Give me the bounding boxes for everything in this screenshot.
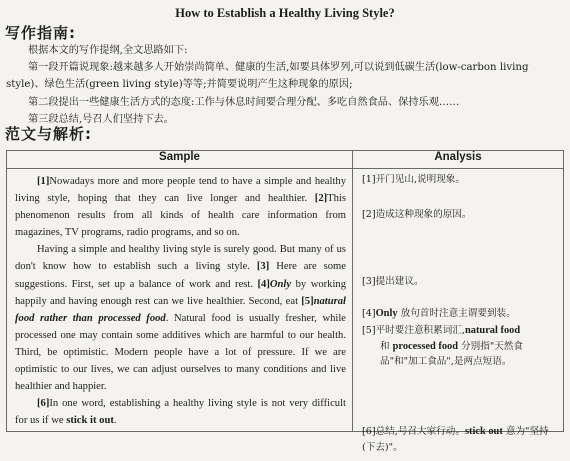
analysis-note-5-cont bbox=[362, 339, 558, 370]
sample-text: . bbox=[113, 415, 117, 427]
marker-5: [5] bbox=[301, 295, 314, 307]
analysis-cell bbox=[353, 169, 564, 453]
guide-line: 第二段提出一些健康生活方式的态度:工作与休息时间要合理分配、多吃自然食品、保持乐观…… bbox=[28, 96, 460, 108]
sample-text: Here are some suggestions. First, set up a balance of work and rest. bbox=[15, 261, 346, 290]
analysis-note-1: [1]开门见山,说明现象。 bbox=[362, 174, 465, 185]
analysis-text: 放句首时注意主谓要到装。 bbox=[397, 308, 516, 319]
analysis-text: 意为"坚持(下去)"。 bbox=[362, 426, 549, 453]
marker-6: [6] bbox=[37, 398, 50, 410]
essay-title: How to Establish a Healthy Living Style? bbox=[175, 6, 395, 20]
guide-heading: 写作指南: bbox=[5, 24, 76, 42]
key-phrase: stick it out bbox=[66, 415, 114, 427]
analysis-text: [5]平时要注意积累词汇, bbox=[362, 325, 465, 336]
analysis-term: Only bbox=[375, 308, 398, 319]
sample-text: In one word, establishing a healthy living style is not very difficult for us if we bbox=[15, 398, 346, 427]
sample-analysis-table bbox=[6, 150, 564, 453]
sample-paragraph-1 bbox=[15, 173, 346, 241]
sample-paragraph-3 bbox=[15, 395, 346, 429]
sample-text: Nowadays more and more people tend to have a simple and healthy living style, hoping that they can live longer and healthier. bbox=[15, 176, 346, 205]
guide-line: 第一段开篇说现象:越来越多人开始崇尚简单、健康的生活,如要具体罗列,可以说到低碳生活(low-carbon living style)、绿色生活(green living style)等等;并简要说明产生这种现象的原因; bbox=[6, 62, 529, 91]
sample-text: . Natural food is usually fresher, while processed one may contain some additives which are harmful to our health. Third, be optimistic. Modern people have a lot of pressure. If we are optimistic to our lives, we can adjust ourselves to many conditions and live healthier and happier. bbox=[15, 312, 346, 393]
analysis-text: 和 bbox=[380, 340, 393, 352]
analysis-note-4 bbox=[362, 306, 558, 322]
guide-line: 根据本文的写作提纲,全文思路如下: bbox=[28, 45, 188, 56]
sample-text: by working happily and having enough rest can we live healthier. Second, eat bbox=[15, 278, 347, 307]
key-phrase: natural food bbox=[15, 295, 346, 324]
key-phrase: Only bbox=[269, 278, 292, 290]
analysis-term: processed food bbox=[392, 340, 458, 352]
sample-essay-cell bbox=[7, 169, 353, 432]
key-phrase: processed food bbox=[98, 312, 166, 324]
analysis-term: natural food bbox=[464, 325, 521, 336]
analysis-note-6 bbox=[362, 424, 558, 455]
analysis-note-2: [2]造成这种现象的原因。 bbox=[362, 209, 472, 220]
column-header-analysis: Analysis bbox=[353, 151, 564, 169]
analysis-note-3: [3]提出建议。 bbox=[362, 276, 424, 287]
analysis-note-5 bbox=[362, 323, 558, 370]
sample-heading: 范文与解析: bbox=[5, 125, 92, 143]
marker-1: [1] bbox=[37, 176, 50, 187]
sample-text: Having a simple and healthy living style is surely good. But many of us don't know how to establish such a living style. bbox=[15, 244, 346, 273]
analysis-text: 分别指"天然食品"和"加工食品",是两点短语。 bbox=[380, 340, 524, 367]
marker-2: [2] bbox=[314, 193, 328, 205]
sample-paragraph-2 bbox=[15, 241, 346, 395]
analysis-text: [6]总结,号召大家行动。 bbox=[362, 426, 465, 437]
analysis-text: [4] bbox=[362, 308, 376, 319]
key-phrase: rather than bbox=[34, 312, 99, 324]
marker-3: [3] bbox=[256, 261, 270, 273]
guide-line: 第三段总结,号召人们坚持下去。 bbox=[28, 113, 174, 125]
writing-guide bbox=[6, 42, 564, 128]
analysis-term: stick out bbox=[464, 426, 503, 437]
marker-4: [4] bbox=[257, 278, 270, 290]
column-header-sample: Sample bbox=[7, 151, 353, 169]
sample-text: This phenomenon results from all kinds of health care information from magazines, TV programs, radio programs, and so on. bbox=[15, 193, 346, 239]
